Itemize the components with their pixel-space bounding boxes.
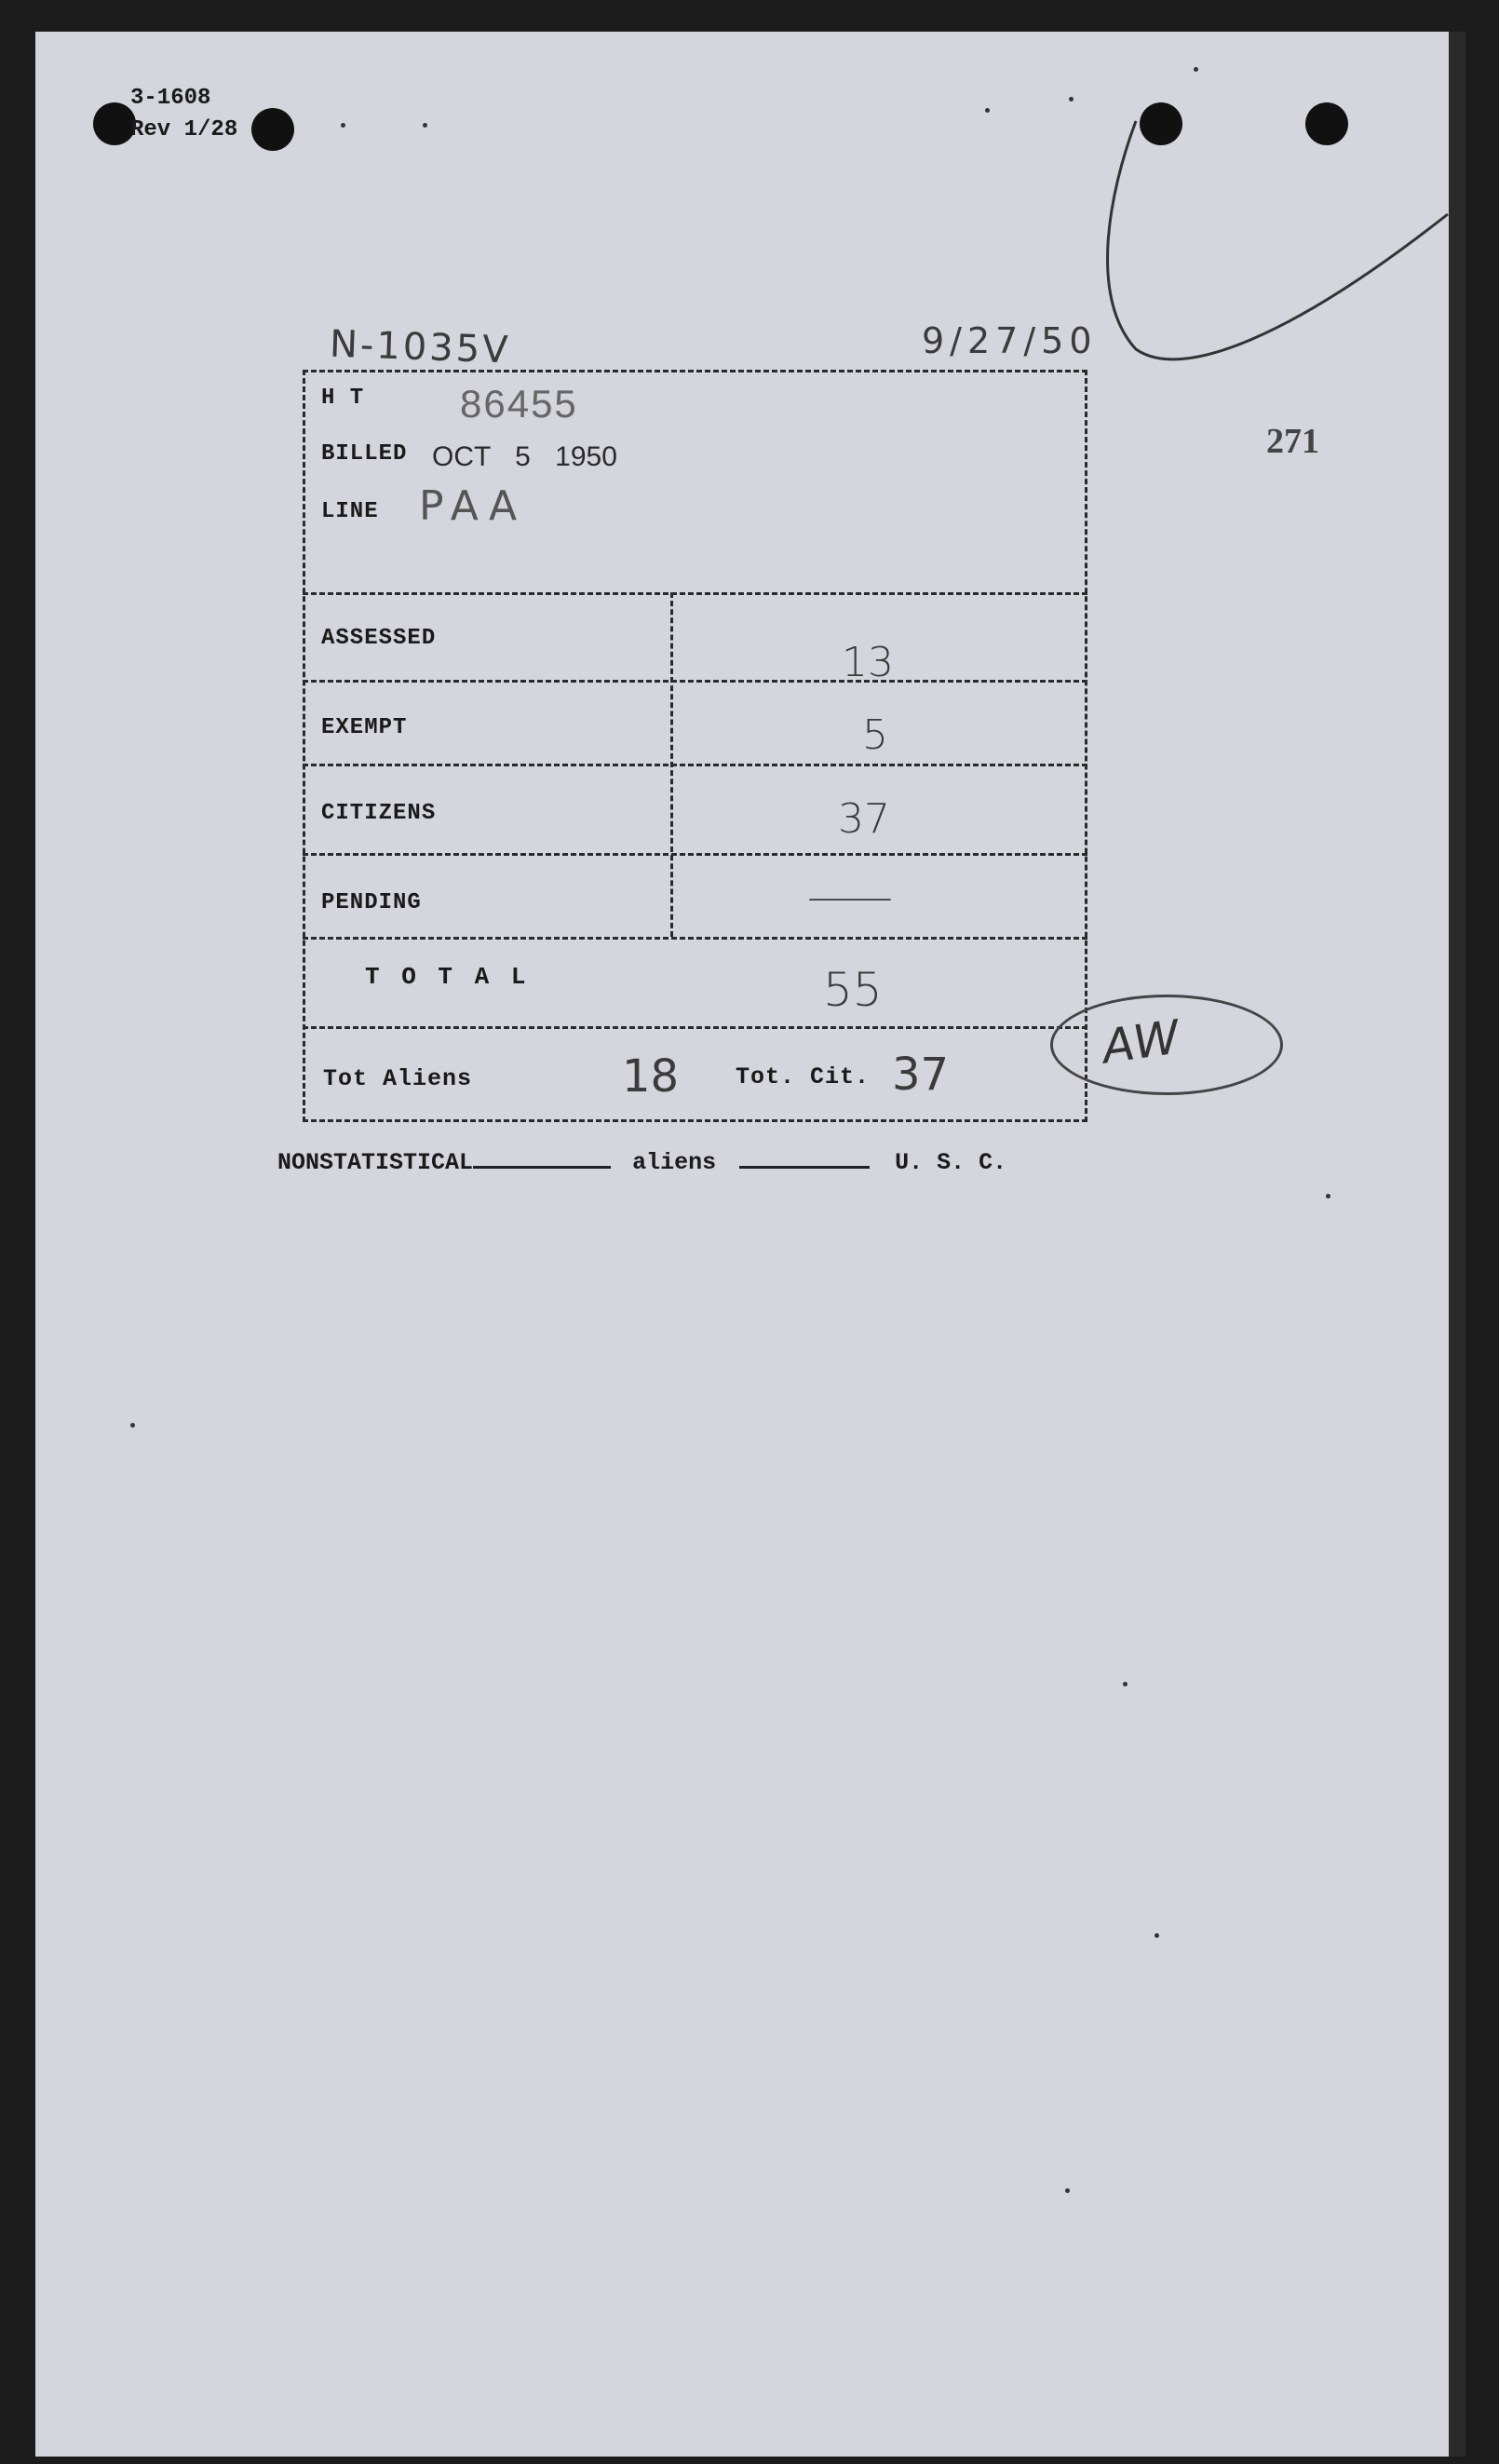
row-divider xyxy=(303,764,1087,766)
line-label: LINE xyxy=(321,499,379,524)
tot-aliens-label: Tot Aliens xyxy=(323,1065,473,1092)
tot-cit-value: 37 xyxy=(892,1049,950,1101)
pending-value: — xyxy=(804,873,896,921)
page-edge xyxy=(1449,32,1465,2457)
ht-value: 86455 xyxy=(460,382,578,426)
citizens-value: 37 xyxy=(838,795,890,843)
exempt-label: EXEMPT xyxy=(321,715,408,740)
speck xyxy=(1123,1682,1128,1686)
speck xyxy=(130,1423,135,1428)
date-handwritten: 9/27/50 xyxy=(922,320,1098,361)
row-divider xyxy=(303,680,1087,683)
nonstatistical-label: NONSTATISTICAL xyxy=(277,1149,474,1176)
speck xyxy=(423,123,427,128)
billed-label: BILLED xyxy=(321,441,408,467)
form-revision: Rev 1/28 xyxy=(130,117,238,142)
aliens-blank xyxy=(739,1166,870,1169)
total-label: T O T A L xyxy=(365,963,530,991)
row-divider xyxy=(303,592,1087,595)
speck xyxy=(1065,2188,1070,2193)
form-number: 3-1608 xyxy=(130,86,211,111)
nonstatistical-line xyxy=(277,1149,1006,1176)
speck xyxy=(1194,67,1198,72)
billed-date: OCT 5 1950 xyxy=(432,441,617,472)
total-value: 55 xyxy=(823,963,883,1017)
usc-label: U. S. C. xyxy=(895,1149,1007,1176)
pending-label: PENDING xyxy=(321,890,422,915)
column-divider xyxy=(670,592,673,937)
speck xyxy=(1069,97,1074,102)
assessed-label: ASSESSED xyxy=(321,626,437,651)
line-value: PAA xyxy=(419,482,527,530)
speck xyxy=(1326,1194,1330,1198)
punch-hole xyxy=(251,108,294,151)
exempt-value: 5 xyxy=(862,711,888,759)
aliens-label: aliens xyxy=(632,1149,717,1176)
assessed-value: 13 xyxy=(842,639,894,686)
tot-cit-label: Tot. Cit. xyxy=(736,1063,871,1090)
file-number-handwritten: N-1035V xyxy=(329,322,512,372)
page-number: 271 xyxy=(1266,422,1319,461)
speck xyxy=(1155,1933,1159,1938)
tot-aliens-value: 18 xyxy=(622,1050,680,1103)
row-divider xyxy=(303,937,1087,940)
speck xyxy=(341,123,345,128)
speck xyxy=(985,108,990,113)
ht-label: H T xyxy=(321,386,365,411)
row-divider xyxy=(303,1026,1087,1029)
nonstatistical-blank xyxy=(473,1166,611,1169)
citizens-label: CITIZENS xyxy=(321,801,437,826)
approval-initials: AW xyxy=(1099,1009,1183,1075)
row-divider xyxy=(303,853,1087,856)
pen-stroke xyxy=(1099,112,1452,363)
